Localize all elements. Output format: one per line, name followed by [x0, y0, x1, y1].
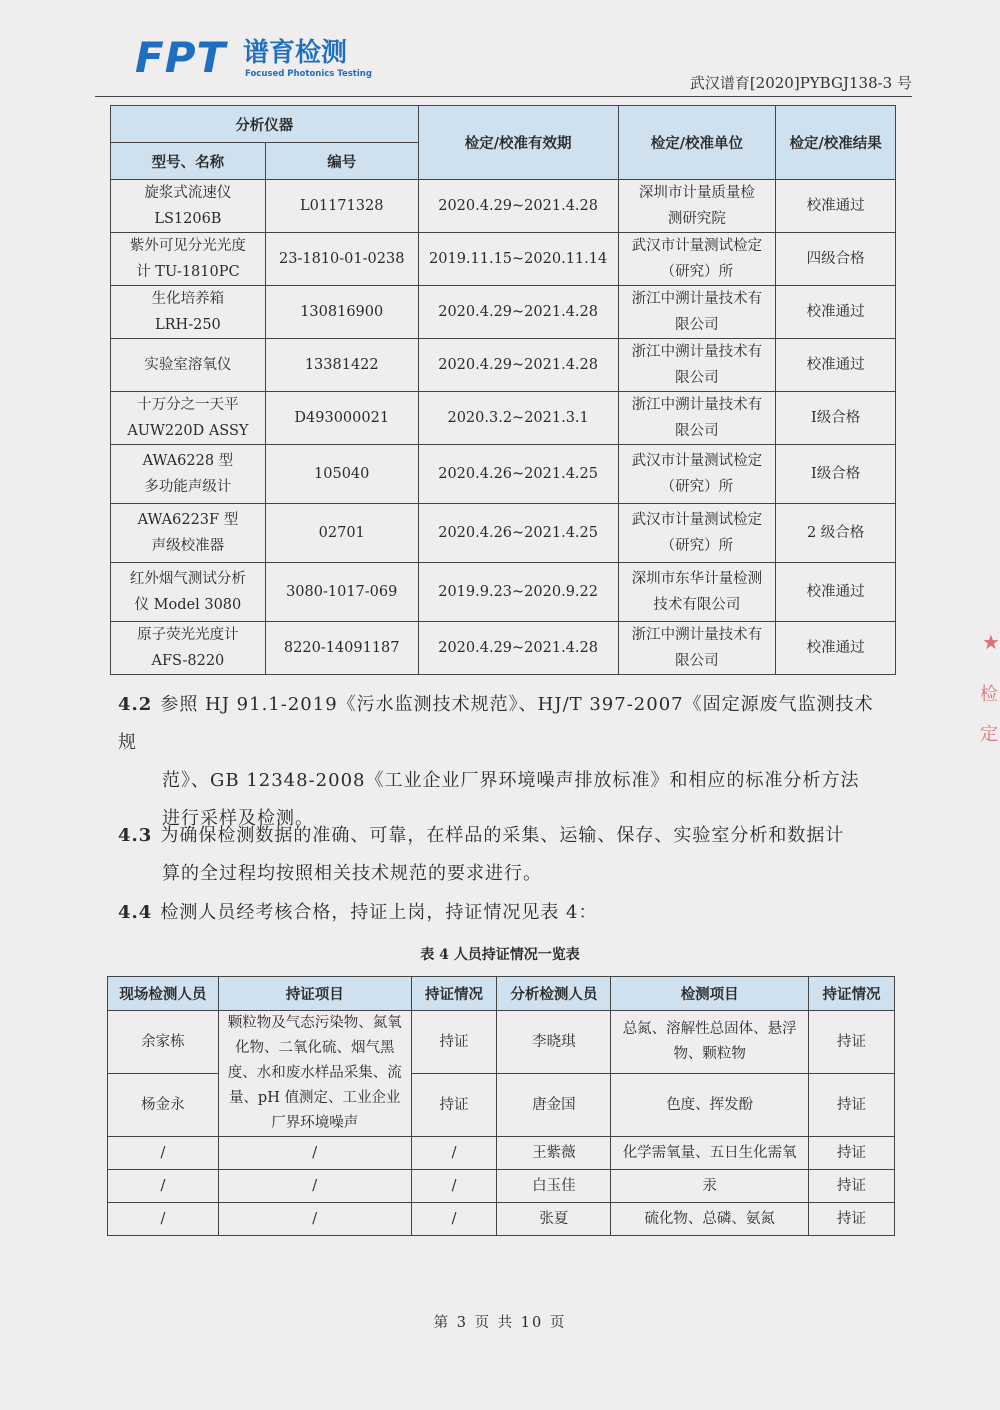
instrument-model-text: 红外烟气测试分析	[129, 571, 246, 587]
cert-status: 持证	[411, 1074, 497, 1137]
section-text: 算的全过程均按照相关技术规范的要求进行。	[162, 863, 542, 884]
instrument-id-text: 105040	[314, 466, 370, 482]
instrument-id	[265, 504, 418, 563]
instrument-model-text: 实验室溶氧仪	[144, 357, 232, 373]
stamp-char: 检	[980, 684, 998, 705]
calibration-period-text: 2020.3.2~2021.3.1	[447, 410, 589, 426]
instrument-id	[265, 233, 418, 286]
header-test-item: 检测项目	[611, 977, 809, 1011]
stamp-char: 定	[980, 724, 998, 745]
calibration-unit-text: （研究）所	[660, 538, 734, 554]
cert-status: 持证	[411, 1011, 497, 1074]
calibration-period	[418, 180, 618, 233]
stamp-star-icon: ★	[982, 630, 1000, 654]
table-row	[111, 233, 896, 286]
calibration-result	[776, 233, 896, 286]
test-item: 色度、挥发酚	[611, 1074, 809, 1137]
test-item: 总氮、溶解性总固体、悬浮物、颗粒物	[611, 1011, 809, 1074]
calibration-result	[776, 286, 896, 339]
section-text: 检测人员经考核合格，持证上岗，持证情况见表 4：	[160, 902, 598, 923]
table-row	[108, 1170, 895, 1203]
section-4-3	[118, 817, 888, 893]
table-4-caption: 表 4 人员持证情况一览表	[420, 947, 580, 963]
header-cert-status: 持证情况	[411, 977, 497, 1011]
calibration-unit-text: 限公司	[675, 317, 719, 333]
field-staff: 余家栋	[108, 1011, 219, 1074]
instrument-model-text: 计 TU-1810PC	[136, 264, 240, 280]
calibration-unit-text: 限公司	[675, 370, 719, 386]
calibration-unit-text: 技术有限公司	[653, 597, 741, 613]
field-staff: /	[108, 1203, 219, 1236]
instrument-id-text: D493000021	[294, 410, 390, 426]
instrument-model	[111, 563, 266, 622]
calibration-unit-text: 深圳市东华计量检测	[631, 571, 763, 587]
analyst: 张夏	[497, 1203, 611, 1236]
instrument-id	[265, 563, 418, 622]
table-row	[111, 339, 896, 392]
calibration-period	[418, 233, 618, 286]
instrument-model	[111, 622, 266, 675]
calibration-result-text: 四级合格	[806, 251, 865, 267]
calibration-period	[418, 622, 618, 675]
cert-status: /	[411, 1137, 497, 1170]
table-row	[111, 622, 896, 675]
instrument-model-text: 原子荧光光度计	[137, 627, 239, 643]
calibration-result-text: 2 级合格	[806, 525, 865, 541]
instrument-model	[111, 445, 266, 504]
table-row	[111, 392, 896, 445]
section-text: 范》、GB 12348-2008《工业企业厂界环境噪声排放标准》和相应的标准分析方法	[162, 770, 860, 791]
instrument-model-text: AWA6223F 型	[137, 512, 239, 528]
cert-status-2: 持证	[809, 1074, 895, 1137]
calibration-result	[776, 445, 896, 504]
instrument-id	[265, 392, 418, 445]
instrument-table	[110, 105, 896, 675]
cert-status: /	[411, 1170, 497, 1203]
calibration-period-text: 2020.4.26~2021.4.25	[438, 525, 598, 541]
instrument-model-text: 仪 Model 3080	[134, 597, 242, 613]
company-logo	[135, 33, 375, 86]
cert-status-2: 持证	[809, 1203, 895, 1236]
calibration-result	[776, 504, 896, 563]
instrument-model	[111, 339, 266, 392]
test-item: 硫化物、总磷、氨氮	[611, 1203, 809, 1236]
calibration-result	[776, 622, 896, 675]
analyst: 白玉佳	[497, 1170, 611, 1203]
calibration-unit-text: 限公司	[675, 653, 719, 669]
calibration-unit-text: 武汉市计量测试检定	[631, 238, 763, 254]
cert-item: /	[218, 1170, 411, 1203]
table-row	[111, 445, 896, 504]
instrument-id-text: 23-1810-01-0238	[279, 251, 405, 267]
instrument-id	[265, 445, 418, 504]
calibration-unit-text: 深圳市计量质量检	[638, 185, 755, 201]
instrument-id-text: L01171328	[300, 198, 384, 214]
instrument-model	[111, 286, 266, 339]
calibration-unit-text: 浙江中溯计量技术有	[631, 344, 763, 360]
instrument-model	[111, 392, 266, 445]
calibration-result-text: Ⅰ级合格	[811, 466, 861, 482]
section-4-2	[118, 686, 888, 838]
calibration-period	[418, 445, 618, 504]
instrument-id-text: 3080-1017-069	[286, 584, 398, 600]
instrument-model-text: AUW220D ASSY	[127, 423, 249, 439]
instrument-model-text: 十万分之一天平	[137, 397, 239, 413]
section-number: 4.4	[118, 902, 153, 923]
calibration-unit-text: 浙江中溯计量技术有	[631, 397, 763, 413]
header-unit: 检定/校准单位	[618, 106, 776, 180]
section-number: 4.2	[118, 694, 153, 715]
header-analyst: 分析检测人员	[497, 977, 611, 1011]
cert-status-2: 持证	[809, 1137, 895, 1170]
table-row	[111, 563, 896, 622]
cert-status-2: 持证	[809, 1170, 895, 1203]
instrument-id-text: 02701	[318, 525, 365, 541]
calibration-result-text: Ⅰ级合格	[811, 410, 861, 426]
calibration-unit-text: （研究）所	[660, 479, 734, 495]
cert-status: /	[411, 1203, 497, 1236]
calibration-unit	[618, 339, 776, 392]
instrument-model-text: AWA6228 型	[142, 453, 234, 469]
red-seal-stamp	[978, 540, 1000, 760]
calibration-period-text: 2020.4.29~2021.4.28	[438, 304, 598, 320]
table-row	[111, 180, 896, 233]
table-row	[111, 286, 896, 339]
calibration-unit	[618, 622, 776, 675]
calibration-unit-text: 浙江中溯计量技术有	[631, 291, 763, 307]
calibration-period-text: 2020.4.26~2021.4.25	[438, 466, 598, 482]
calibration-unit	[618, 233, 776, 286]
test-item: 化学需氧量、五日生化需氧	[611, 1137, 809, 1170]
calibration-unit-text: （研究）所	[660, 264, 734, 280]
calibration-result	[776, 563, 896, 622]
cert-status-2: 持证	[809, 1011, 895, 1074]
logo-chinese-name: 谱育检测	[243, 38, 348, 68]
section-text: 参照 HJ 91.1-2019《污水监测技术规范》、HJ/T 397-2007《固定源废气监测技术规	[118, 694, 874, 753]
header-model: 型号、名称	[111, 143, 266, 180]
calibration-period	[418, 563, 618, 622]
instrument-model-text: 旋浆式流速仪	[144, 185, 232, 201]
calibration-result-text: 校准通过	[806, 640, 865, 656]
instrument-model-text: LS1206B	[154, 211, 222, 227]
header-period: 检定/校准有效期	[418, 106, 618, 180]
field-staff: 杨金永	[108, 1074, 219, 1137]
cert-item: /	[218, 1203, 411, 1236]
instrument-model-text: 生化培养箱	[151, 291, 225, 307]
instrument-model-text: 多功能声级计	[144, 479, 232, 495]
personnel-table	[107, 976, 895, 1236]
field-staff: /	[108, 1170, 219, 1203]
instrument-id	[265, 180, 418, 233]
header-id: 编号	[265, 143, 418, 180]
calibration-unit	[618, 504, 776, 563]
instrument-id	[265, 286, 418, 339]
instrument-model	[111, 180, 266, 233]
calibration-period	[418, 504, 618, 563]
field-staff: /	[108, 1137, 219, 1170]
section-text: 进行采样及检测。	[162, 808, 314, 829]
calibration-unit-text: 武汉市计量测试检定	[631, 453, 763, 469]
instrument-model-text: 紫外可见分光光度	[129, 238, 246, 254]
calibration-unit-text: 测研究院	[667, 211, 726, 227]
calibration-period-text: 2020.4.29~2021.4.28	[438, 357, 598, 373]
calibration-unit	[618, 392, 776, 445]
calibration-unit	[618, 445, 776, 504]
calibration-period	[418, 392, 618, 445]
calibration-unit	[618, 563, 776, 622]
table-row	[108, 1011, 895, 1074]
instrument-id	[265, 622, 418, 675]
analyst: 李晓琪	[497, 1011, 611, 1074]
test-item: 汞	[611, 1170, 809, 1203]
table-row	[108, 1137, 895, 1170]
calibration-result	[776, 339, 896, 392]
header-result: 检定/校准结果	[776, 106, 896, 180]
report-number: 武汉谱育[2020]PYBGJ138-3 号	[689, 74, 912, 92]
instrument-id-text: 13381422	[304, 357, 379, 373]
calibration-result-text: 校准通过	[806, 304, 865, 320]
page-number: 第 3 页 共 10 页	[433, 1315, 567, 1331]
analyst: 唐金国	[497, 1074, 611, 1137]
calibration-result-text: 校准通过	[806, 584, 865, 600]
instrument-model-text: LRH-250	[155, 317, 221, 333]
header-cert-status-2: 持证情况	[809, 977, 895, 1011]
calibration-period	[418, 339, 618, 392]
analyst: 王紫薇	[497, 1137, 611, 1170]
calibration-period	[418, 286, 618, 339]
calibration-unit	[618, 180, 776, 233]
instrument-model-text: 声级校准器	[151, 538, 225, 554]
calibration-period-text: 2019.9.23~2020.9.22	[438, 584, 598, 600]
header-field-staff: 现场检测人员	[108, 977, 219, 1011]
shared-cert-item: 颗粒物及气态污染物、氮氧化物、二氧化硫、烟气黑度、水和废水样品采集、流量、pH 值测定、工业企业厂界环境噪声	[218, 1011, 411, 1137]
instrument-model-text: AFS-8220	[151, 653, 225, 669]
calibration-period-text: 2019.11.15~2020.11.14	[429, 251, 608, 267]
section-number: 4.3	[118, 825, 153, 846]
instrument-id	[265, 339, 418, 392]
header-divider	[95, 96, 912, 97]
section-4-4	[118, 894, 888, 932]
calibration-result	[776, 392, 896, 445]
logo-english-name: Focused Photonics Testing	[245, 69, 372, 79]
instrument-id-text: 8220-14091187	[283, 640, 400, 656]
calibration-unit	[618, 286, 776, 339]
calibration-result-text: 校准通过	[806, 357, 865, 373]
calibration-period-text: 2020.4.29~2021.4.28	[438, 198, 598, 214]
section-text: 为确保检测数据的准确、可靠，在样品的采集、运输、保存、实验室分析和数据计	[160, 825, 845, 846]
cert-item: /	[218, 1137, 411, 1170]
calibration-unit-text: 限公司	[675, 423, 719, 439]
header-cert-item: 持证项目	[218, 977, 411, 1011]
logo-fpt-text: FPT	[135, 33, 227, 82]
instrument-id-text: 130816900	[300, 304, 384, 320]
calibration-unit-text: 浙江中溯计量技术有	[631, 627, 763, 643]
instrument-model	[111, 504, 266, 563]
calibration-unit-text: 武汉市计量测试检定	[631, 512, 763, 528]
table-row	[108, 1203, 895, 1236]
table-row	[111, 504, 896, 563]
header-analysis-instrument: 分析仪器	[111, 106, 419, 143]
instrument-model	[111, 233, 266, 286]
calibration-result	[776, 180, 896, 233]
calibration-result-text: 校准通过	[806, 198, 865, 214]
calibration-period-text: 2020.4.29~2021.4.28	[438, 640, 598, 656]
